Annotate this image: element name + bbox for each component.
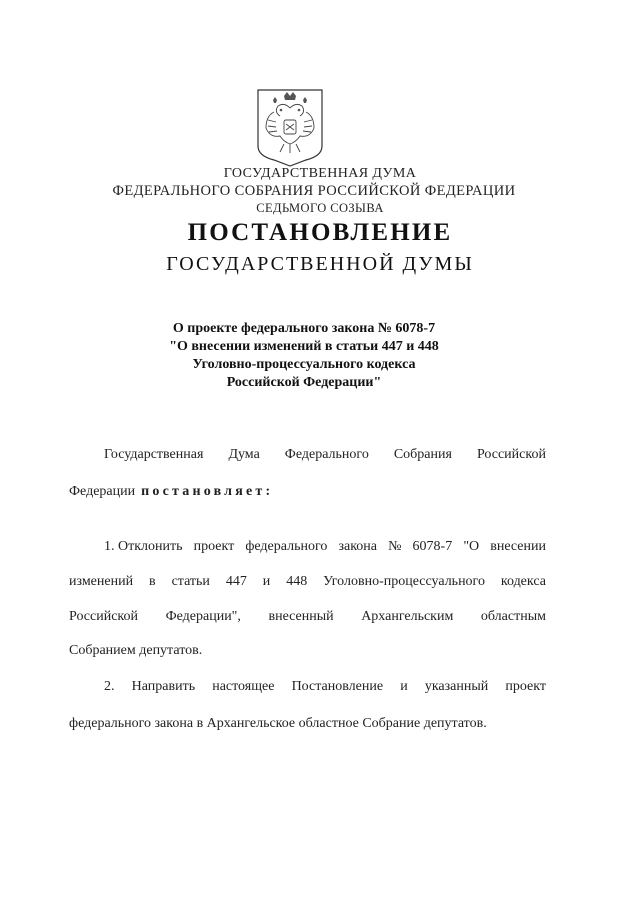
russian-coat-of-arms-icon xyxy=(254,86,326,168)
document-title: ПОСТАНОВЛЕНИЕ xyxy=(187,219,453,246)
word: 448 xyxy=(286,574,308,589)
word: изменений xyxy=(69,574,134,589)
word: Направить xyxy=(131,679,196,694)
word: и xyxy=(262,574,271,589)
word: Постановление xyxy=(291,679,384,694)
word: Федерации xyxy=(69,484,136,499)
word: областным xyxy=(480,609,546,624)
word: Государственная xyxy=(104,447,204,462)
subject-line2: "О внесении изменений в статьи 447 и 448 xyxy=(169,339,439,354)
word: 2. xyxy=(104,679,115,694)
word: федерального закона в Архангельское областное Собрание депутатов. xyxy=(69,716,487,731)
word: 6078-7 xyxy=(412,539,453,554)
word: 447 xyxy=(225,574,247,589)
word: внесении xyxy=(490,539,546,554)
item1-line3 xyxy=(69,608,546,626)
item1-line1 xyxy=(104,538,546,556)
org-name-line1: ГОСУДАРСТВЕННАЯ ДУМА xyxy=(223,166,417,181)
item2-line1 xyxy=(104,678,546,696)
document-subtitle: ГОСУДАРСТВЕННОЙ ДУМЫ xyxy=(166,253,474,275)
item1-line2 xyxy=(69,573,546,591)
word: проект xyxy=(505,679,546,694)
word: Собранием депутатов. xyxy=(69,643,203,658)
word: настоящее xyxy=(212,679,275,694)
word: Дума xyxy=(228,447,260,462)
subject-line4: Российской Федерации" xyxy=(226,375,382,390)
subject-line3: Уголовно-процессуального кодекса xyxy=(192,357,416,372)
item2-line2 xyxy=(69,715,546,733)
word: Уголовно-процессуального xyxy=(323,574,485,589)
word: внесенный xyxy=(268,609,334,624)
word: и xyxy=(400,679,408,694)
word: Федерации", xyxy=(165,609,241,624)
word: кодекса xyxy=(500,574,546,589)
word: Федерального xyxy=(284,447,369,462)
preamble-line2 xyxy=(69,483,546,501)
word: 1. Отклонить xyxy=(104,539,183,554)
subject-line1: О проекте федерального закона № 6078-7 xyxy=(172,321,436,336)
word: проект xyxy=(193,539,235,554)
word: закона xyxy=(338,539,377,554)
word: в xyxy=(149,574,156,589)
word: федерального xyxy=(245,539,328,554)
word: Российской xyxy=(69,609,138,624)
word: № xyxy=(388,539,402,554)
word: указанный xyxy=(424,679,489,694)
preamble-line1 xyxy=(104,446,546,464)
word: статьи xyxy=(171,574,210,589)
word: Российской xyxy=(476,447,546,462)
word: Собрания xyxy=(393,447,452,462)
word: Архангельским xyxy=(361,609,454,624)
item1-line4 xyxy=(69,642,546,660)
decree-word: постановляет: xyxy=(141,484,274,499)
org-name-line2: ФЕДЕРАЛЬНОГО СОБРАНИЯ РОССИЙСКОЙ ФЕДЕРАЦИИ xyxy=(112,183,516,199)
word: "О xyxy=(463,539,480,554)
convocation: СЕДЬМОГО СОЗЫВА xyxy=(256,201,384,215)
